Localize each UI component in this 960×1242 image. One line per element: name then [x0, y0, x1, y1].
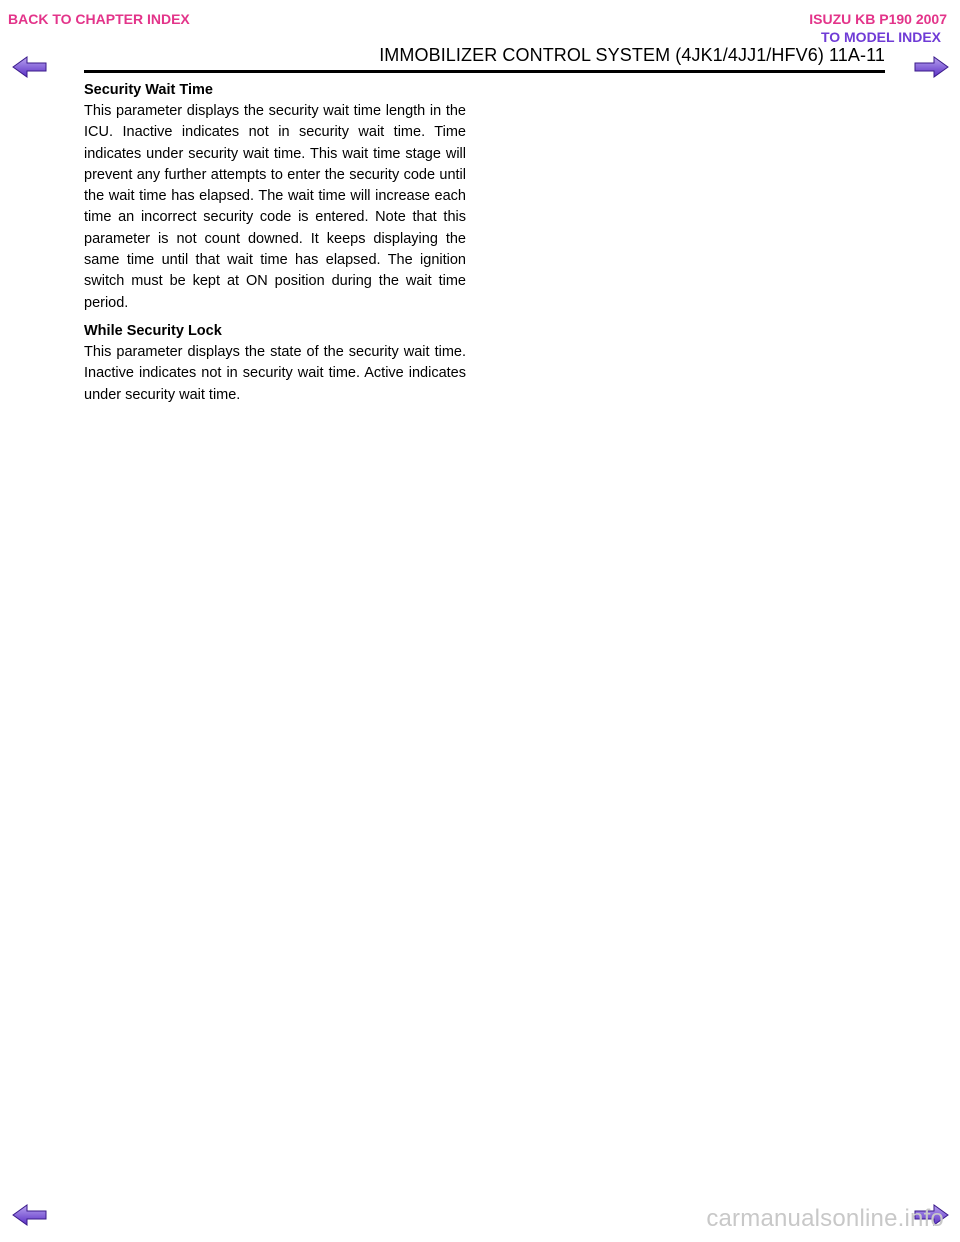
to-model-index-link[interactable]: TO MODEL INDEX: [820, 29, 941, 45]
document-body: [84, 80, 466, 413]
previous-page-arrow-icon[interactable]: [12, 55, 48, 79]
section-paragraph: This parameter displays the security wait time length in the ICU. Inactive indicates not in security wait time. Time indicates under security wait time. This wait time stage will prevent any further attempts to enter the security code until the wait time has elapsed. The wait time will increase each time an incorrect security code is entered. Note that this parameter is not count downed. It keeps displaying the same time until that wait time has elapsed. The ignition switch must be kept at ON position during the wait time period.: [84, 103, 466, 311]
model-name-link[interactable]: ISUZU KB P190 2007: [809, 11, 947, 27]
header-divider: [84, 70, 885, 73]
page-header-title: IMMOBILIZER CONTROL SYSTEM (4JK1/4JJ1/HFV6) 11A-11: [379, 45, 885, 65]
section-heading: While Security Lock: [84, 322, 222, 339]
section-while-security-lock: [84, 321, 466, 406]
section-security-wait-time: [84, 80, 466, 314]
section-heading: Security Wait Time: [84, 82, 213, 98]
back-to-chapter-index-link[interactable]: BACK TO CHAPTER INDEX: [8, 11, 190, 27]
section-paragraph: This parameter displays the state of the security wait time. Inactive indicates not in security wait time. Active indicates under security wait time.: [84, 343, 466, 403]
previous-page-arrow-icon[interactable]: [12, 1203, 48, 1227]
next-page-arrow-icon[interactable]: [913, 55, 949, 79]
watermark: carmanualsonline.info: [706, 1205, 944, 1232]
